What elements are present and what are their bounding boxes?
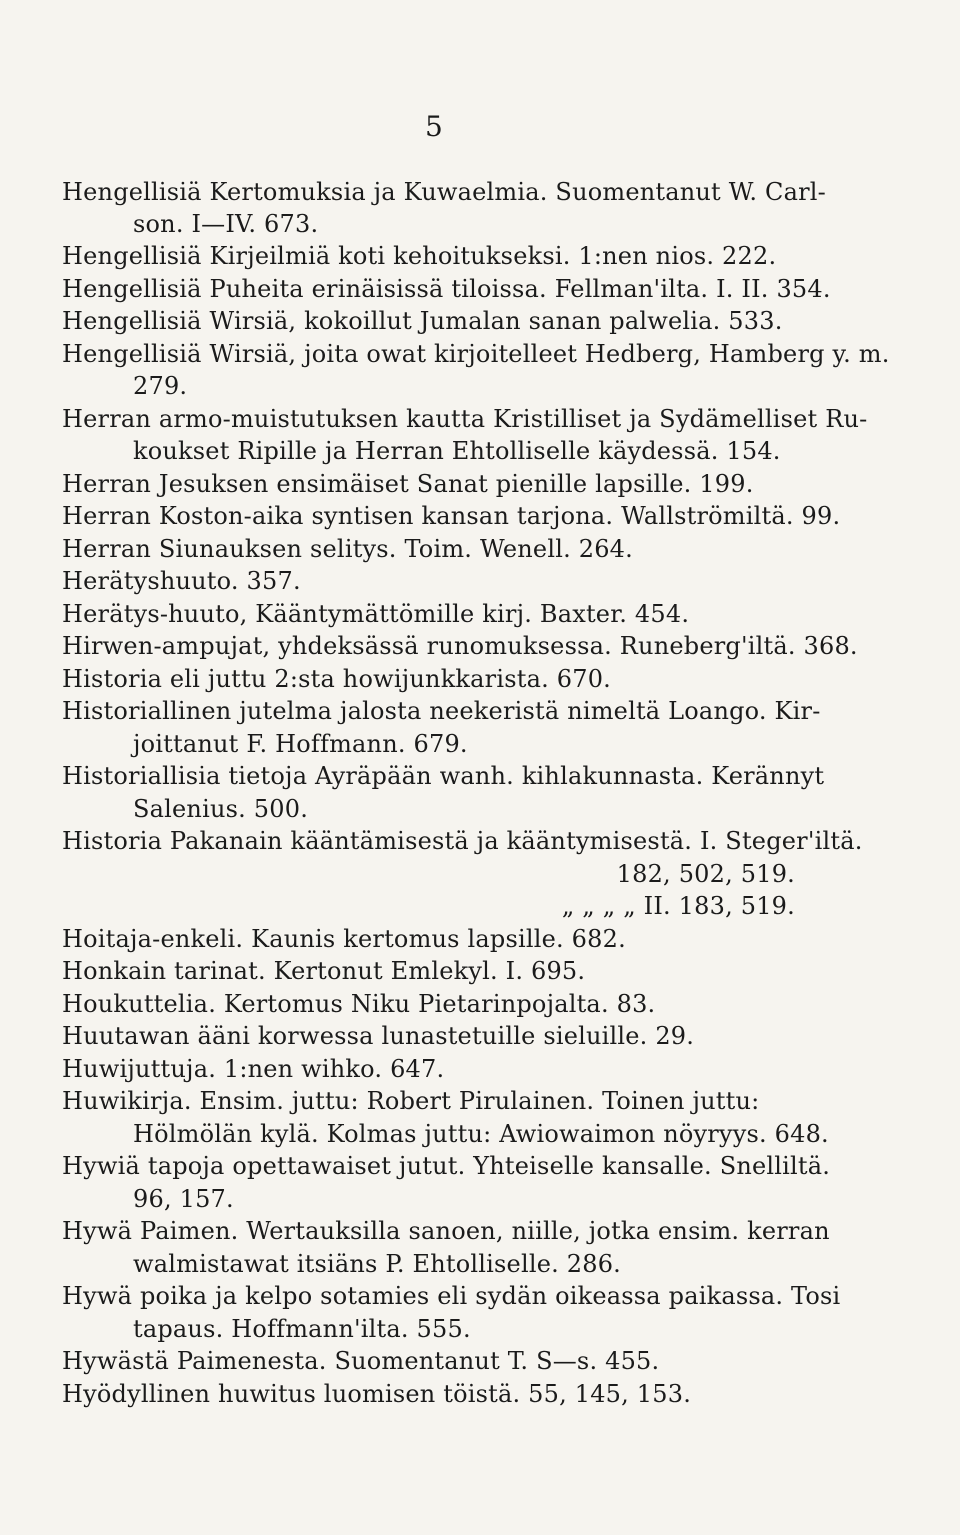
index-line: Houkuttelia. Kertomus Niku Pietarinpojalta. 83.: [62, 990, 656, 1018]
index-line: Hywästä Paimenesta. Suomentanut T. S—s. 455.: [62, 1347, 660, 1375]
index-line: „ „ „ „ II. 183, 519.: [561, 892, 795, 920]
index-line: Hengellisiä Kertomuksia ja Kuwaelmia. Suomentanut W. Carl-: [62, 178, 826, 206]
index-line: Honkain tarinat. Kertonut Emlekyl. I. 695.: [62, 957, 586, 985]
index-line: walmistawat itsiäns P. Ehtolliselle. 286.: [133, 1250, 621, 1278]
index-line: tapaus. Hoffmann'ilta. 555.: [133, 1315, 471, 1343]
index-line: Hywiä tapoja opettawaiset jutut. Yhteiselle kansalle. Snelliltä.: [62, 1152, 831, 1180]
index-line: Herran armo-muistutuksen kautta Kristilliset ja Sydämelliset Ru-: [62, 405, 868, 433]
index-line: Hyödyllinen huwitus luomisen töistä. 55, 145, 153.: [62, 1380, 692, 1408]
index-line: Herran Koston-aika syntisen kansan tarjona. Wallströmiltä. 99.: [62, 502, 841, 530]
index-line: Hywä Paimen. Wertauksilla sanoen, niille, jotka ensim. kerran: [62, 1217, 830, 1245]
index-line: Herran Jesuksen ensimäiset Sanat pienille lapsille. 199.: [62, 470, 754, 498]
index-line: Herätyshuuto. 357.: [62, 567, 301, 595]
index-line: son. I—IV. 673.: [133, 210, 319, 238]
index-line: Herran Siunauksen selitys. Toim. Wenell. 264.: [62, 535, 633, 563]
index-line: 279.: [133, 372, 188, 400]
index-line: Hengellisiä Puheita erinäisissä tiloissa. Fellman'ilta. I. II. 354.: [62, 275, 831, 303]
index-line: Historia eli juttu 2:sta howijunkkarista. 670.: [62, 665, 612, 693]
index-line: Historiallisia tietoja Ayräpään wanh. kihlakunnasta. Kerännyt: [62, 762, 825, 790]
index-line: Historiallinen jutelma jalosta neekeristä nimeltä Loango. Kir-: [62, 697, 821, 725]
index-line: Hengellisiä Wirsiä, kokoillut Jumalan sanan palwelia. 533.: [62, 307, 783, 335]
index-line: Hywä poika ja kelpo sotamies eli sydän oikeassa paikassa. Tosi: [62, 1282, 841, 1310]
index-line: Hirwen-ampujat, yhdeksässä runomuksessa. Runeberg'iltä. 368.: [62, 632, 858, 660]
index-line: koukset Ripille ja Herran Ehtolliselle käydessä. 154.: [133, 437, 781, 465]
index-line: Huutawan ääni korwessa lunastetuille sieluille. 29.: [62, 1022, 695, 1050]
page-number: 5: [425, 110, 443, 143]
index-line: Hengellisiä Wirsiä, joita owat kirjoitelleet Hedberg, Hamberg y. m.: [62, 340, 890, 368]
index-line: Huwijuttuja. 1:nen wihko. 647.: [62, 1055, 445, 1083]
index-line: Historia Pakanain kääntämisestä ja kääntymisestä. I. Steger'iltä.: [62, 827, 863, 855]
index-line: Salenius. 500.: [133, 795, 309, 823]
index-line: Hoitaja-enkeli. Kaunis kertomus lapsille. 682.: [62, 925, 626, 953]
index-line: Hölmölän kylä. Kolmas juttu: Awiowaimon nöyryys. 648.: [133, 1120, 829, 1148]
index-line: Herätys-huuto, Kääntymättömille kirj. Baxter. 454.: [62, 600, 690, 628]
index-line: 96, 157.: [133, 1185, 234, 1213]
index-line: Hengellisiä Kirjeilmiä koti kehoitukseksi. 1:nen nios. 222.: [62, 242, 777, 270]
index-line: joittanut F. Hoffmann. 679.: [133, 730, 468, 758]
index-line: 182, 502, 519.: [616, 860, 795, 888]
index-line: Huwikirja. Ensim. juttu: Robert Pirulainen. Toinen juttu:: [62, 1087, 760, 1115]
